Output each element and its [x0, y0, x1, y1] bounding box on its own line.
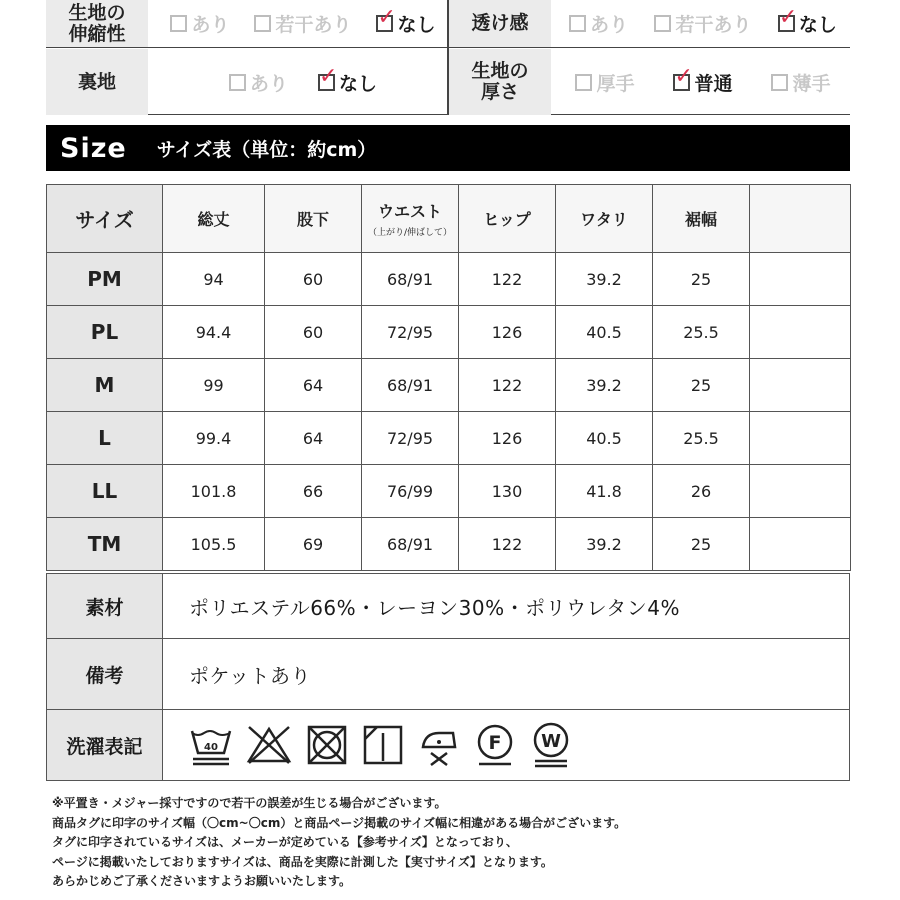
checkbox-checked-icon: ✓ [377, 5, 396, 30]
svg-text:40: 40 [204, 742, 218, 753]
sheerness-options [556, 0, 850, 47]
thickness-option-thin[interactable]: 薄手 [771, 69, 830, 96]
table-cell: 64 [265, 359, 362, 412]
table-cell [750, 465, 851, 518]
table-cell [750, 412, 851, 465]
note-line: ※平置き・メジャー採寸ですので若干の誤差が生じる場合がございます。 [52, 796, 447, 810]
header-total-length: 総丈 [163, 185, 265, 253]
svg-text:F: F [488, 732, 502, 754]
checkbox-icon [170, 15, 187, 32]
size-cell: TM [47, 518, 163, 571]
remarks-value: ポケットあり [189, 663, 311, 688]
checkbox-icon [575, 74, 592, 91]
table-cell: 68/91 [362, 253, 459, 306]
stretch-options [158, 0, 448, 47]
sheerness-label: 透け感 [449, 0, 551, 47]
table-cell: 25.5 [653, 412, 750, 465]
table-cell: 26 [653, 465, 750, 518]
table-cell [750, 253, 851, 306]
size-table [46, 184, 851, 571]
table-row [47, 518, 851, 571]
table-cell: 126 [459, 412, 556, 465]
table-cell: 39.2 [556, 518, 653, 571]
header-empty [750, 185, 851, 253]
checkbox-icon [229, 74, 246, 91]
checkbox-checked-icon: ✓ [674, 63, 693, 89]
table-cell: 94 [163, 253, 265, 306]
lining-label: 裏地 [46, 49, 148, 115]
material-label: 素材 [47, 574, 163, 638]
checkbox-icon [569, 15, 586, 32]
table-row [47, 465, 851, 518]
table-cell: 60 [265, 306, 362, 359]
material-value: ポリエステル66%・レーヨン30%・ポリウレタン4% [189, 595, 681, 620]
size-cell: LL [47, 465, 163, 518]
table-row [47, 253, 851, 306]
checkbox-icon [654, 15, 671, 32]
size-title: Size [60, 132, 127, 164]
notes [52, 794, 852, 892]
table-cell: 122 [459, 518, 556, 571]
table-cell: 99 [163, 359, 265, 412]
table-cell: 40.5 [556, 306, 653, 359]
table-cell: 39.2 [556, 359, 653, 412]
header-waist-label: ウエスト [377, 202, 442, 221]
wetclean-w-icon [529, 721, 573, 769]
no-bleach-icon [245, 723, 293, 767]
table-cell: 122 [459, 359, 556, 412]
table-cell: 76/99 [362, 465, 459, 518]
sheer-option-none[interactable]: ✓ なし [778, 5, 837, 36]
fabric-properties [46, 0, 850, 115]
table-row [47, 412, 851, 465]
remarks-label: 備考 [47, 639, 163, 709]
size-cell: PM [47, 253, 163, 306]
iron-low-icon [417, 723, 461, 767]
table-cell: 69 [265, 518, 362, 571]
table-cell: 99.4 [163, 412, 265, 465]
thickness-option-normal[interactable]: ✓ 普通 [674, 63, 733, 95]
note-line: タグに印字されているサイズは、メーカーが定めている【参考サイズ】となっており、 [52, 835, 518, 849]
header-waist [362, 185, 459, 253]
header-thigh: ワタリ [556, 185, 653, 253]
thickness-option-thick[interactable]: 厚手 [575, 69, 634, 96]
table-cell [750, 306, 851, 359]
care-icons [163, 710, 573, 780]
checkbox-icon [254, 15, 271, 32]
table-cell: 72/95 [362, 306, 459, 359]
size-subtitle: サイズ表（単位：約cm） [156, 138, 377, 161]
svg-text:W: W [541, 731, 561, 752]
line-dry-shade-icon [361, 723, 405, 767]
table-cell: 94.4 [163, 306, 265, 359]
table-cell: 40.5 [556, 412, 653, 465]
table-cell: 25 [653, 518, 750, 571]
table-cell: 64 [265, 412, 362, 465]
table-cell: 130 [459, 465, 556, 518]
header-size: サイズ [47, 185, 163, 253]
lining-option-yes[interactable]: あり [229, 69, 288, 96]
table-cell: 105.5 [163, 518, 265, 571]
table-cell: 25.5 [653, 306, 750, 359]
table-cell: 68/91 [362, 518, 459, 571]
material-row [46, 573, 850, 639]
header-inseam: 股下 [265, 185, 362, 253]
wash-40-icon [189, 723, 233, 767]
table-cell: 126 [459, 306, 556, 359]
sheer-option-yes[interactable]: あり [569, 10, 628, 37]
note-line: あらかじめご了承くださいますようお願いいたします。 [52, 874, 352, 888]
table-cell: 41.8 [556, 465, 653, 518]
care-row [46, 709, 850, 781]
sheer-option-slight[interactable]: 若干あり [654, 10, 751, 37]
header-hem-width: 裾幅 [653, 185, 750, 253]
remarks-row [46, 638, 850, 710]
care-label: 洗濯表記 [47, 710, 163, 780]
size-cell: PL [47, 306, 163, 359]
size-cell: M [47, 359, 163, 412]
property-divider [447, 0, 449, 115]
table-row [47, 359, 851, 412]
no-tumble-dry-icon [305, 723, 349, 767]
table-cell: 101.8 [163, 465, 265, 518]
note-line: ページに掲載いたしておりますサイズは、商品を実際に計測した【実寸サイズ】となります。 [52, 854, 553, 869]
table-cell: 25 [653, 253, 750, 306]
checkbox-icon [771, 74, 788, 91]
stretch-label: 生地の 伸縮性 [46, 0, 148, 47]
checkbox-checked-icon: ✓ [778, 5, 798, 30]
stretch-option-yes[interactable]: あり [170, 10, 229, 37]
table-cell: 25 [653, 359, 750, 412]
table-row [47, 306, 851, 359]
table-cell: 39.2 [556, 253, 653, 306]
header-waist-note: （上がり/伸ばして） [367, 228, 453, 238]
table-cell: 122 [459, 253, 556, 306]
table-cell: 66 [265, 465, 362, 518]
thickness-label: 生地の 厚さ [449, 49, 551, 115]
table-cell [750, 359, 851, 412]
table-cell: 72/95 [362, 412, 459, 465]
table-cell: 68/91 [362, 359, 459, 412]
thickness-options [556, 49, 850, 115]
stretch-option-slight[interactable]: 若干あり [254, 10, 351, 37]
header-hip: ヒップ [459, 185, 556, 253]
dryclean-f-icon [473, 723, 517, 767]
stretch-option-none[interactable]: ✓ なし [377, 5, 436, 36]
lining-options [158, 49, 448, 115]
note-line: 商品タグに印字のサイズ幅（〇cm~〇cm）と商品ページ掲載のサイズ幅に相違がある場合がございます。 [52, 815, 627, 830]
lining-option-none[interactable]: ✓ なし [319, 63, 378, 95]
size-cell: L [47, 412, 163, 465]
checkbox-checked-icon: ✓ [319, 63, 338, 89]
table-cell: 60 [265, 253, 362, 306]
size-section-header [46, 125, 850, 171]
size-table-header [47, 185, 851, 253]
table-cell [750, 518, 851, 571]
